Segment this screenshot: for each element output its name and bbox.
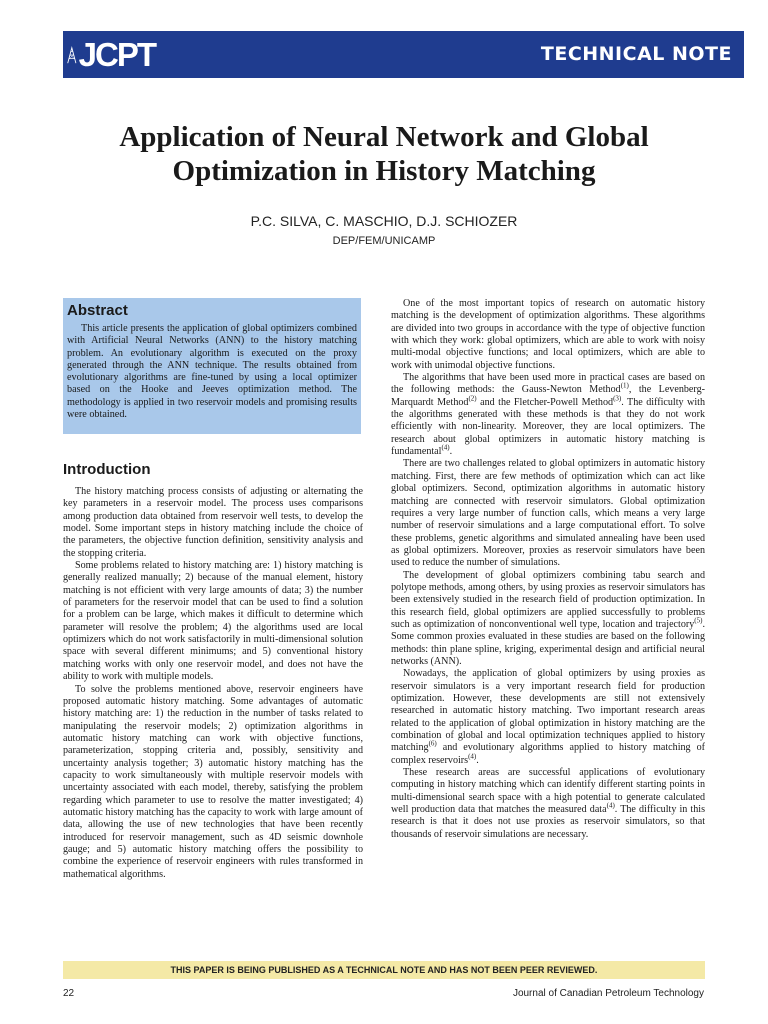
peer-review-notice: THIS PAPER IS BEING PUBLISHED AS A TECHNICAL NOTE AND HAS NOT BEEN PEER REVIEWED.: [63, 961, 705, 979]
body-paragraph-3: There are two challenges related to global optimizers in automatic history matching. First, there are few methods of optimization which can act like global optimizers. Second, optimization algorithms in automatic history matching are connected with reservoir simulators. Global optimization requires a very large number of function calls, which means a very large number of reservoir simulations and a large computational effort. To solve these problems, genetic algorithms and simulated annealing have been used as global optimizers. Moreover, proxies as reservoir simulators have been used to reduce the number of simulations.: [391, 458, 705, 569]
journal-logo: [65, 33, 155, 76]
header-banner: [63, 31, 744, 78]
logo-text: JCPT: [78, 36, 155, 73]
citation: (2): [468, 394, 477, 403]
journal-name: Journal of Canadian Petroleum Technology: [512, 988, 704, 999]
intro-paragraph-1: The history matching process consists of adjusting or alternating the key parameters in a reservoir model. The process uses comparisons among production data obtained from reservoir well tests, to develop the model. Some important steps in history matching include the choice of the parameters, the objective function definition, sensitivity analysis and the stopping criteria.: [63, 486, 363, 559]
right-column: [391, 298, 705, 966]
citation: (4): [606, 801, 615, 810]
affiliation: DEP/FEM/UNICAMP: [332, 235, 436, 247]
title-line-2: Optimization in History Matching: [172, 155, 596, 187]
citation: (6): [428, 740, 437, 749]
abstract-box: [63, 298, 361, 434]
citation: (5): [694, 616, 703, 625]
body-paragraph-5: Nowadays, the application of global optimizers by using proxies as reservoir simulators is a very important research field for production optimization. However, these developments are still not extensively researched in automatic history matching. Two important research areas related to the application of global optimization in history matching are the combination of global and local optimization techniques applied to history matching$^{(6)}$ and evolutionary algorithms applied to history matching of complex reservoirs$^{(4)}$.: [391, 668, 705, 766]
body-paragraph-2: The algorithms that have been used more in practical cases are based on the following methods: the Gauss-Newton Method$^{(1)}$, the Levenberg-Marquardt Method$^{(2)}$ and the Fletcher-Powell Method$^{(3)}$. The difficulty with the algorithms generated with these methods is that they do not work efficiently with non-linearity. Moreover, they are local optimizers. The research about global optimizers in automatic history matching is fundamental$^{(4)}$.: [391, 372, 705, 458]
intro-paragraph-3: To solve the problems mentioned above, reservoir engineers have proposed automatic history matching. Some advantages of automatic history matching are: 1) the reduction in the number of tasks related to manipulating the reservoir models; 2) optimization algorithms in automatic history matching can work with objective functions, parameterization, stopping criteria and, possibly, sensitivity and uncertainty analysis together; 3) automatic history matching has the capacity to work simultaneously with multiple reservoir models with uncertainty associated with each model, thereby, satisfying the problem regarding which parameter to use to resolve the matter investigated; 4) automatic history matching has the capacity to work with large amount of data, allowing the use of new technologies that have been recently introduced for reservoir management, such as 4D seismic downhole gauge; and 5) automatic history matching offers the possibility to combine the experience of reservoir engineers with rules transformed in mathematical algorithms.: [63, 683, 363, 880]
citation: (4): [468, 752, 477, 761]
authors: P.C. SILVA, C. MASCHIO, D.J. SCHIOZER: [250, 213, 518, 229]
body-paragraph-1: One of the most important topics of research on automatic history matching is the development of optimization algorithms. These algorithms are divided into two groups in accordance with the type of objective function with which they work: global optimizers, which are able to work with noisy multi-modal objective functions; and local optimizers, which are able to work with unimodal objective functions.: [391, 298, 705, 371]
body-paragraph-4: The development of global optimizers combining tabu search and polytope methods, among others, by using proxies as reservoir simulators has been extensively studied in the research field of production optimization. In this research field, global optimizers are applied successfully to problems such as optimization of nonconventional well type, location and trajectory$^{(5)}$. Some common proxies evaluated in these studies are based on the following methods: thin plane spline, kriging, experimental design and artificial neural networks (ANN).: [391, 569, 705, 667]
page-number: 22: [63, 988, 75, 999]
paper-title: [40, 120, 728, 188]
abstract-text: This article presents the application of global optimizers combined with Artificial Neural Networks (ANN) to the history matching problem. An evolutionary algorithm is executed on the proxy generated through the ANN technique. The results obtained from evolutionary algorithms are fine-tuned by using a local optimizer based on the Hooke and Jeeves optimization method. The methodology is applied in two reservoir models and promising results were obtained.: [67, 323, 357, 421]
left-column: [63, 486, 363, 968]
title-line-1: Application of Neural Network and Global: [119, 121, 649, 153]
body-paragraph-6: These research areas are successful applications of evolutionary computing in history matching which can identify different starting points in multi-dimensional search space with a high potential to generate calculated well production data that matches the measured data$^{(4)}$. The difficulty in this research is that it does not use proxies as reservoir simulators, so that thousands of reservoir simulations are necessary.: [391, 767, 705, 840]
abstract-heading: Abstract: [67, 302, 128, 319]
oil-derrick-icon: [65, 35, 79, 75]
introduction-heading: Introduction: [63, 461, 151, 478]
citation: (1): [620, 382, 629, 391]
section-label: TECHNICAL NOTE: [540, 43, 732, 65]
citation: (3): [613, 394, 622, 403]
citation: (4): [441, 443, 450, 452]
intro-paragraph-2: Some problems related to history matching are: 1) history matching is generally realized manually; 2) because of the manual element, history matching is not efficient with very large amounts of data; 3) the number of parameters for the reservoir model that can be used to find a solution for a problem can be large, which makes it difficult to determine which parameter will resolve the problem; 4) the algorithms used are local optimizers which do not work satisfactorily in multi-dimensional solution space with several different minimums; and 5) conventional history matching works with only one reservoir model, and does not have the ability to work with multiple models.: [63, 560, 363, 683]
